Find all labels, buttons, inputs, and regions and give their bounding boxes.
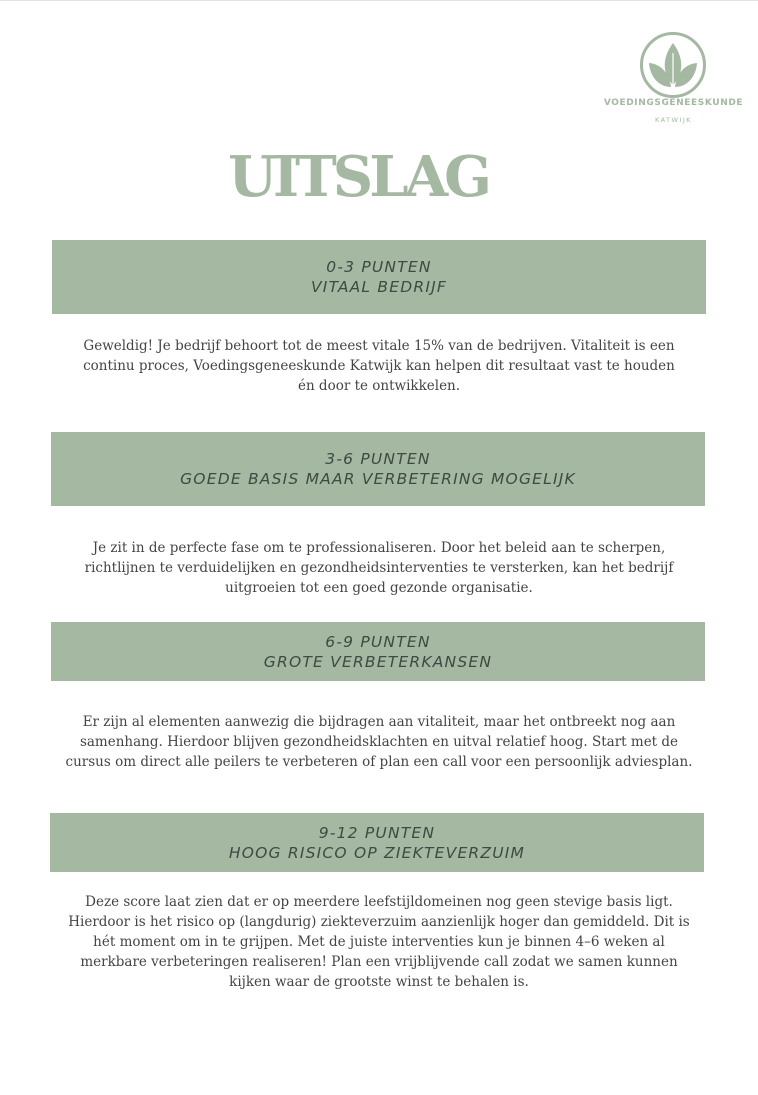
- description-line: én door te ontwikkelen.: [297, 378, 461, 394]
- description-line: samenhang. Hierdoor blijven gezondheidsklachten en uitval relatief hoog. Start met de: [79, 734, 679, 750]
- score-range: 9-12 PUNTEN: [318, 823, 436, 842]
- score-range: 3-6 PUNTEN: [325, 450, 431, 468]
- score-description-1: [40, 336, 718, 396]
- score-heading: GROTE VERBETERKANSEN: [263, 652, 493, 671]
- top-divider: [0, 0, 758, 1]
- score-band-4: [50, 813, 704, 872]
- description-line: uitgroeien tot een goed gezonde organisatie.: [225, 580, 533, 596]
- page-title: UITSLAG: [228, 144, 488, 210]
- logo: [596, 28, 751, 128]
- score-description-4: [40, 892, 718, 992]
- score-description-3: [40, 712, 718, 772]
- logo-name: VOEDINGSGENEESKUNDE: [603, 98, 744, 108]
- score-band-3: [51, 622, 705, 681]
- description-line: Je zit in de perfecte fase om te professionaliseren. Door het beleid aan te scherpen,: [92, 540, 666, 556]
- score-description-2: [40, 538, 718, 598]
- score-band-1: [52, 240, 706, 314]
- description-line: Geweldig! Je bedrijf behoort tot de meest vitale 15% van de bedrijven. Vitaliteit is een: [83, 338, 675, 354]
- description-line: kijken waar de grootste winst te behalen is.: [229, 974, 529, 990]
- description-line: Hierdoor is het risico op (langdurig) ziekteverzuim aanzienlijk hoger dan gemiddeld. Dit is: [68, 914, 690, 930]
- description-line: Deze score laat zien dat er op meerdere leefstijldomeinen nog geen stevige basis ligt.: [85, 894, 673, 910]
- score-band-2: [51, 432, 705, 506]
- description-line: richtlijnen te verduidelijken en gezondheidsinterventies te versterken, kan het bedrijf: [84, 560, 674, 576]
- logo-subtitle: KATWIJK: [654, 116, 693, 124]
- description-line: hét moment om in te grijpen. Met de juiste interventies kun je binnen 4–6 weken al: [93, 934, 665, 950]
- score-heading: GOEDE BASIS MAAR VERBETERING MOGELIJK: [180, 470, 576, 488]
- description-line: continu proces, Voedingsgeneeskunde Katwijk kan helpen dit resultaat vast te houden: [83, 358, 675, 374]
- description-line: cursus om direct alle peilers te verbeteren of plan een call voor een persoonlijk adviesplan.: [65, 754, 693, 770]
- score-range: 0-3 PUNTEN: [326, 258, 432, 276]
- score-heading: HOOG RISICO OP ZIEKTEVERZUIM: [228, 843, 526, 862]
- score-range: 6-9 PUNTEN: [325, 632, 431, 651]
- description-line: Er zijn al elementen aanwezig die bijdragen aan vitaliteit, maar het ontbreekt nog aan: [82, 714, 676, 730]
- score-heading: VITAAL BEDRIJF: [311, 278, 447, 296]
- leaf-logo-icon: [639, 31, 707, 99]
- description-line: merkbare verbeteringen realiseren! Plan een vrijblijvende call zodat we samen kunnen: [80, 954, 678, 970]
